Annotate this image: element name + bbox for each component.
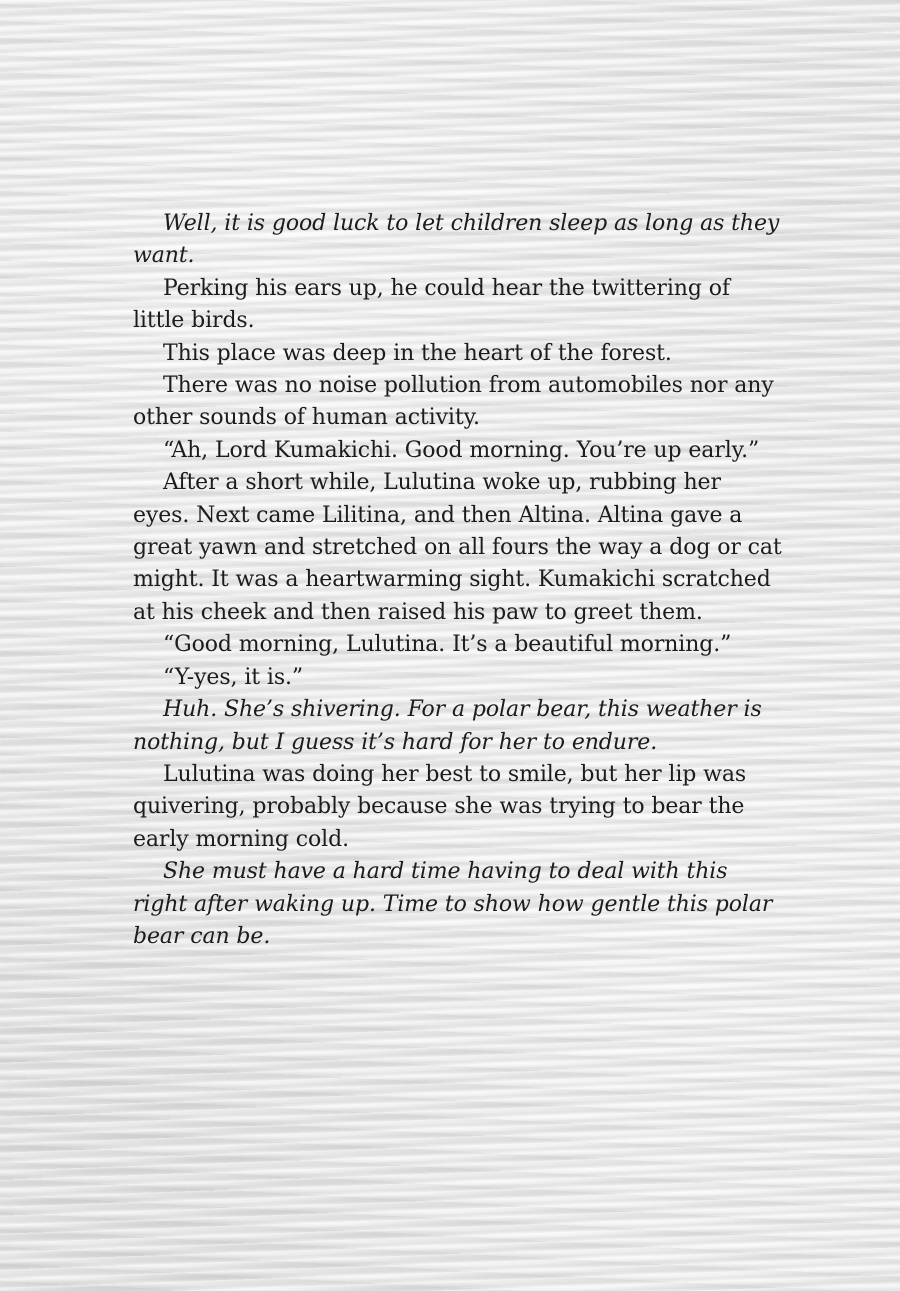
paragraph-3: This place was deep in the heart of the forest. xyxy=(163,340,672,366)
paragraph-5: “Ah, Lord Kumakichi. Good morning. You’re up early.” xyxy=(163,437,760,463)
paragraph-11: She must have a hard time having to deal with this right after waking up. Time to show how gentle this polar bear can be. xyxy=(133,859,773,949)
page-body-text xyxy=(133,208,783,953)
paragraph-4: There was no noise pollution from automobiles nor any other sounds of human activity. xyxy=(133,373,774,431)
paragraph-9: Huh. She’s shivering. For a polar bear, this weather is nothing, but I guess it’s hard for her to endure. xyxy=(133,697,762,755)
paragraph-10: Lulutina was doing her best to smile, but her lip was quivering, probably because she was trying to bear the early morning cold. xyxy=(133,761,747,852)
paragraph-7: “Good morning, Lulutina. It’s a beautiful morning.” xyxy=(163,632,732,658)
paragraph-8: “Y-yes, it is.” xyxy=(163,664,304,690)
paragraph-6: After a short while, Lulutina woke up, rubbing her eyes. Next came Lilitina, and then Altina. Altina gave a great yawn and stretched on all fours the way a dog or cat might. It was a heartwarming sight. Kumakichi scratched at his cheek and then raised his paw to greet them. xyxy=(133,470,782,625)
paragraph-1: Well, it is good luck to let children sleep as long as they want. xyxy=(133,211,780,269)
paragraph-2: Perking his ears up, he could hear the twittering of little birds. xyxy=(133,275,730,334)
